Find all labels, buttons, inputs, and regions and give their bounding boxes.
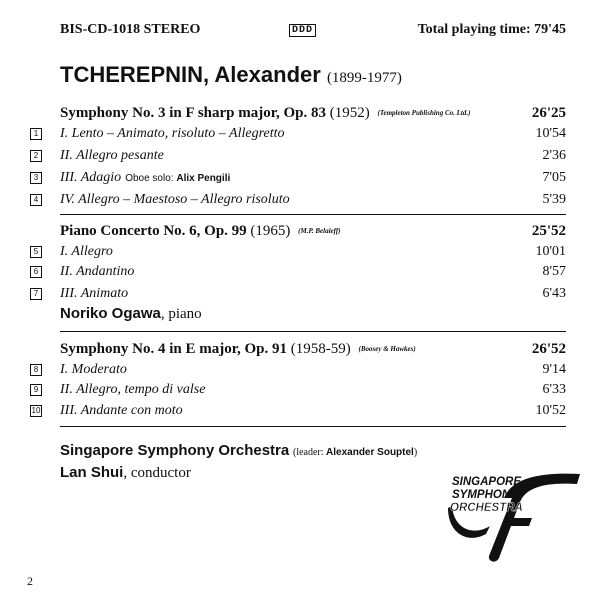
section-divider <box>60 214 566 215</box>
track-title: IV. Allegro – Maestoso – Allegro risoluto <box>60 192 290 207</box>
oboe-solo-credit: Oboe solo: Alix Pengili <box>125 173 231 184</box>
work-title: Piano Concerto No. 6, Op. 99 <box>60 223 247 239</box>
track-title: III. Andante con moto <box>60 403 183 418</box>
track-number: 4 <box>30 194 42 206</box>
track-number: 5 <box>30 246 42 258</box>
track-time: 6'43 <box>542 286 566 301</box>
work-publisher: (Boosey & Hawkes) <box>358 345 416 353</box>
track-row[interactable] <box>30 262 566 281</box>
ddd-badge: DDD <box>289 24 316 37</box>
section-divider <box>60 331 566 332</box>
work-title: Symphony No. 4 in E major, Op. 91 <box>60 341 287 357</box>
page-number: 2 <box>27 574 33 588</box>
track-title: II. Andantino <box>60 264 135 279</box>
track-row[interactable] <box>30 380 566 399</box>
track-row[interactable] <box>30 146 566 165</box>
work-publisher: (M.P. Belaieff) <box>298 227 341 235</box>
logo-text-line1: SINGAPORE <box>452 476 522 488</box>
track-row[interactable] <box>30 360 566 379</box>
work-year: (1952) <box>329 105 370 121</box>
track-time: 8'57 <box>542 264 566 279</box>
track-time: 2'36 <box>542 148 566 163</box>
track-time: 10'54 <box>535 126 566 141</box>
composer-name: TCHEREPNIN, Alexander <box>60 62 321 87</box>
track-title: II. Allegro pesante <box>60 148 164 163</box>
composer-heading <box>60 62 402 88</box>
soloist-credit <box>60 305 202 323</box>
soloist-name: Noriko Ogawa <box>60 305 161 322</box>
track-row[interactable] <box>30 284 566 303</box>
track-row[interactable] <box>30 168 566 187</box>
track-time: 9'14 <box>542 362 566 377</box>
track-number: 6 <box>30 266 42 278</box>
track-number: 10 <box>31 406 41 415</box>
work-duration: 25'52 <box>531 223 566 239</box>
composer-dates: (1899-1977) <box>326 70 402 86</box>
track-row[interactable] <box>30 124 566 143</box>
track-number: 7 <box>30 288 42 300</box>
work-heading <box>60 104 566 122</box>
track-number: 9 <box>30 384 42 396</box>
logo-text-line3: ORCHESTRA <box>450 502 523 514</box>
track-time: 6'33 <box>542 382 566 397</box>
track-title: II. Allegro, tempo di valse <box>60 382 206 397</box>
conductor-credit <box>60 464 191 482</box>
track-time: 5'39 <box>542 192 566 207</box>
track-title: I. Lento – Animato, risoluto – Allegretto <box>60 126 285 141</box>
track-number: 3 <box>30 172 42 184</box>
work-duration: 26'52 <box>531 341 566 357</box>
singapore-symphony-orchestra-logo <box>448 472 583 562</box>
soloist-role: , piano <box>160 306 202 322</box>
work-heading <box>60 222 566 240</box>
total-playing-time: Total playing time: 79'45 <box>417 22 566 37</box>
track-row[interactable] <box>30 242 566 261</box>
track-number: 1 <box>30 128 42 140</box>
track-number: 8 <box>30 364 42 376</box>
track-number: 2 <box>30 150 42 162</box>
section-divider <box>60 426 566 427</box>
track-title: I. Allegro <box>60 244 113 259</box>
work-title: Symphony No. 3 in F sharp major, Op. 83 <box>60 105 327 121</box>
track-row[interactable] <box>30 401 566 420</box>
work-duration: 26'25 <box>531 105 566 121</box>
logo-text-line2: SYMPHONY <box>452 489 518 501</box>
work-year: (1965) <box>250 223 291 239</box>
track-time: 7'05 <box>542 170 566 185</box>
conductor-role: , conductor <box>123 465 191 481</box>
catalog-number: BIS-CD-1018 STEREO <box>60 22 201 37</box>
leader-credit: (leader: Alexander Souptel) <box>292 447 418 458</box>
work-publisher: (Templeton Publishing Co. Ltd.) <box>377 109 471 117</box>
track-title: III. Adagio Oboe solo: Alix Pengili <box>60 170 231 185</box>
track-time: 10'52 <box>535 403 566 418</box>
work-heading <box>60 340 566 358</box>
orchestra-name: Singapore Symphony Orchestra <box>60 442 290 459</box>
conductor-name: Lan Shui <box>60 464 124 481</box>
orchestra-credit <box>60 442 417 462</box>
track-title: III. Animato <box>60 286 129 301</box>
track-row[interactable] <box>30 190 566 209</box>
work-year: (1958-59) <box>290 341 351 357</box>
track-title: I. Moderato <box>60 362 127 377</box>
track-time: 10'01 <box>535 244 566 259</box>
